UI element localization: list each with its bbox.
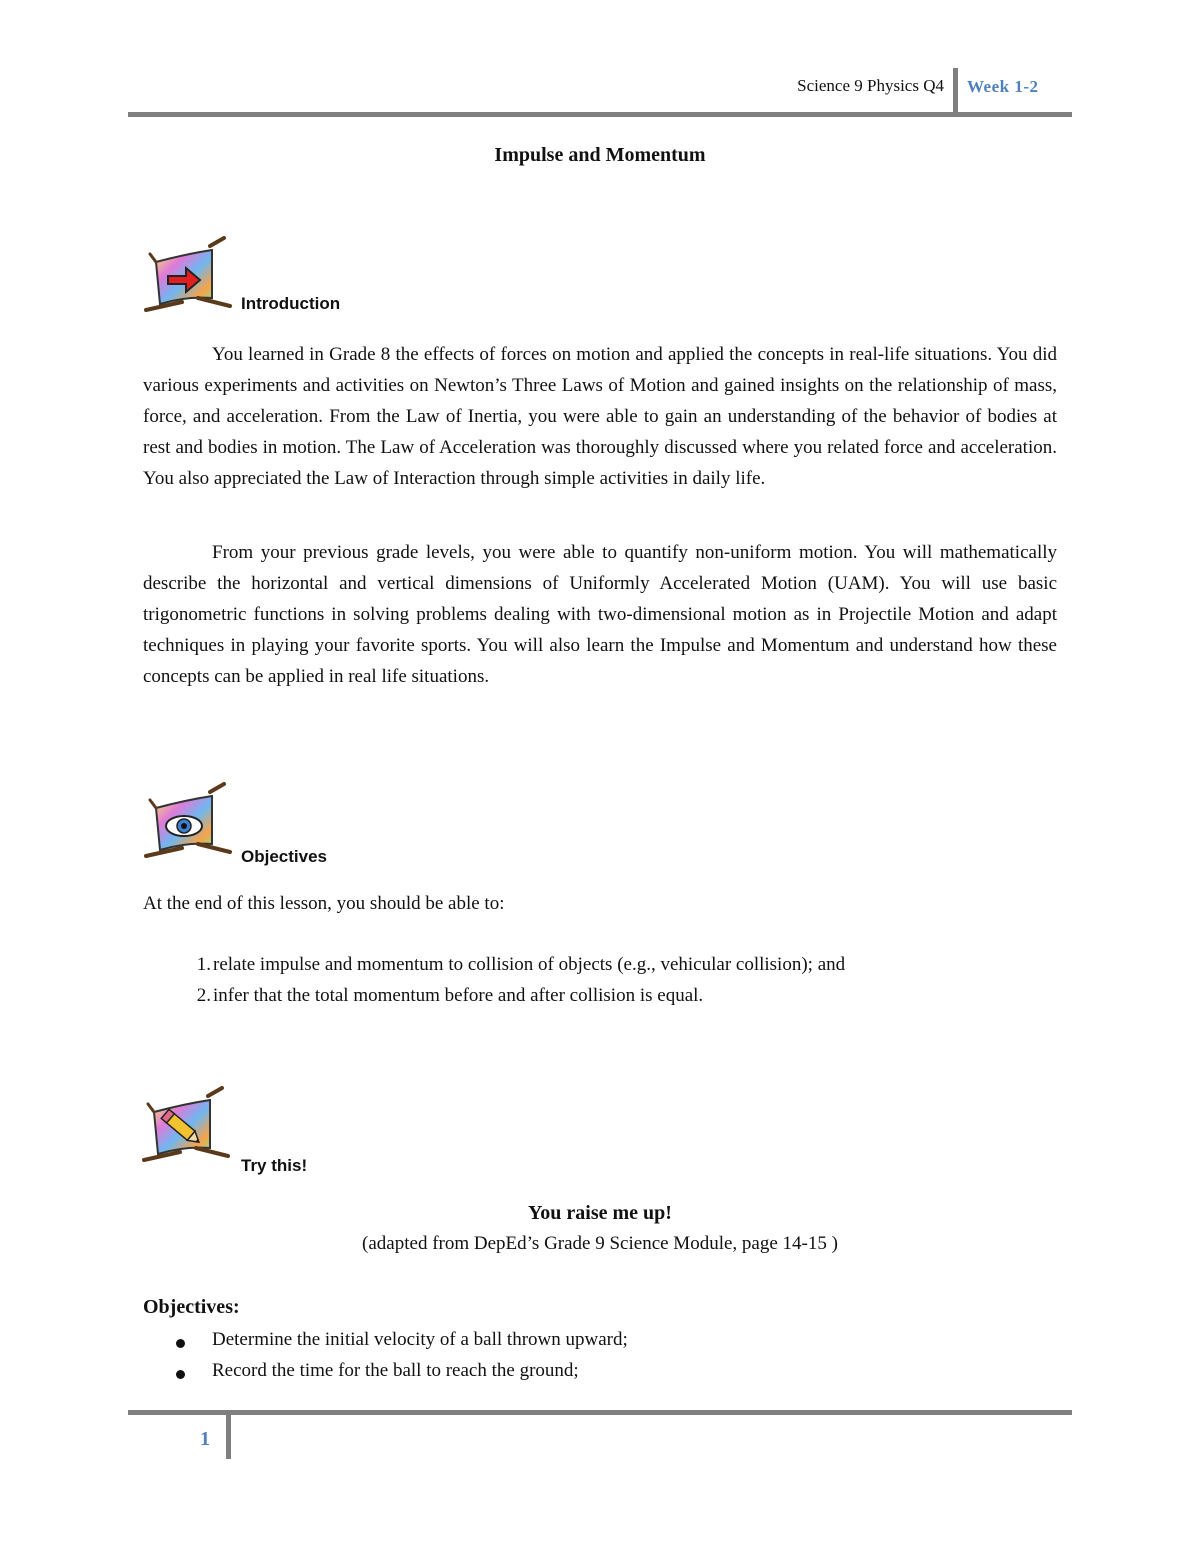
intro-paragraph-1: You learned in Grade 8 the effects of forces on motion and applied the concepts in real-life situations. You did various experiments and activities on Newton’s Three Laws of Motion and gained insights on the relationship of mass, force, and acceleration. From the Law of Inertia, you were able to gain an understanding of the behavior of bodies at rest and bodies in motion. The Law of Acceleration was thoroughly discussed where you related force and acceleration. You also appreciated the Law of Interaction through simple activities in daily life. [143,344,1057,489]
header-rule [128,112,1072,117]
activity-objectives-heading: Objectives: [143,1296,240,1318]
footer-separator [226,1413,231,1459]
intro-paragraph-2: From your previous grade levels, you were able to quantify non-uniform motion. You will mathematically describe the horizontal and vertical dimensions of Uniformly Accelerated Motion (UAM). You will use basic trigonometric functions in solving problems dealing with two-dimensional motion as in Projectile Motion and adapt techniques in playing your favorite sports. You will also learn the Impulse and Momentum and understand how these concepts can be applied in real life situations. [143,542,1057,687]
objective-item-1 [143,954,846,976]
header-course-title: Science 9 Physics Q4 [797,76,944,95]
section-label-objectives: Objectives [241,847,327,866]
eye-banner-icon [138,782,234,867]
objective-item-2 [143,985,704,1007]
objective-number: 1. [196,954,211,975]
objective-text: infer that the total momentum before and after collision is equal. [213,985,704,1006]
bullet-text: Determine the initial velocity of a ball thrown upward; [212,1329,628,1350]
bullet-dot [176,1370,185,1379]
header-separator [953,68,958,114]
objective-number: 2. [196,985,211,1006]
page-title: Impulse and Momentum [494,144,706,166]
arrow-banner-icon [138,236,234,321]
section-label-introduction: Introduction [241,294,341,313]
activity-title: You raise me up! [528,1202,672,1224]
objective-text: relate impulse and momentum to collision of objects (e.g., vehicular collision); and [213,954,846,975]
header-week-label: Week 1-2 [967,77,1039,96]
bullet-text: Record the time for the ball to reach the ground; [212,1360,579,1381]
objectives-lead: At the end of this lesson, you should be able to: [143,893,505,914]
pencil-banner-icon [136,1086,232,1171]
activity-source: (adapted from DepEd’s Grade 9 Science Module, page 14-15 ) [362,1233,838,1254]
section-label-try-this: Try this! [241,1156,308,1175]
footer-rule [128,1410,1072,1415]
page-number: 1 [200,1428,210,1450]
bullet-dot [176,1339,185,1348]
